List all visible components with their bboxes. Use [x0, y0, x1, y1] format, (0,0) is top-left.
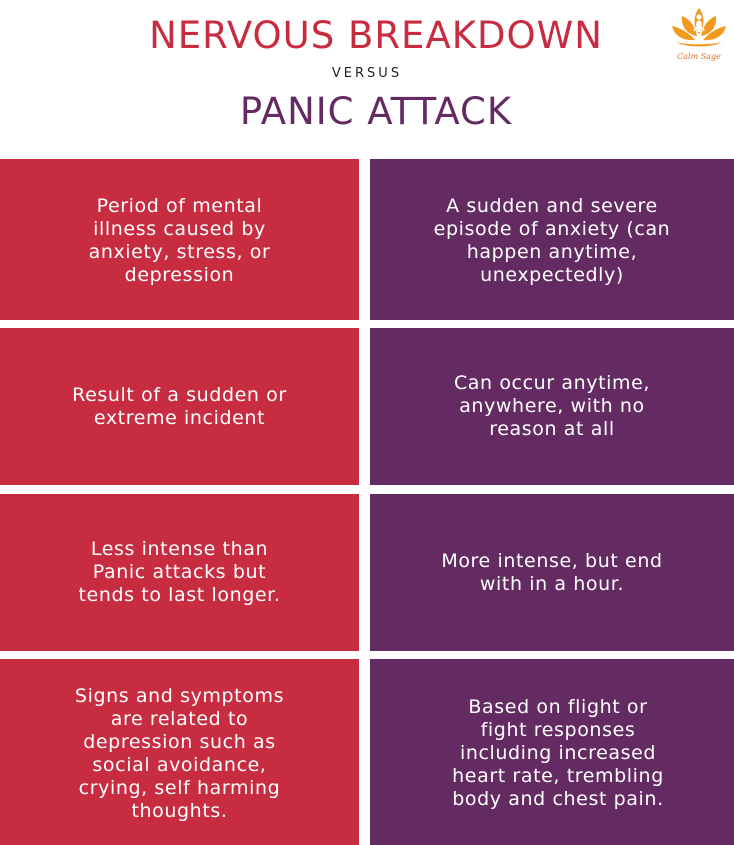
cell-text-line: Period of mental: [96, 194, 263, 217]
cell-text-line: crying, self harming: [78, 777, 281, 799]
cell-text-line: unexpectedly): [480, 263, 624, 286]
title-nervous-breakdown: NERVOUS BREAKDOWN: [149, 14, 603, 57]
cell-text-line: social avoidance,: [92, 754, 267, 776]
cell-text-line: depression such as: [83, 731, 276, 753]
cell-text-line: illness caused by: [93, 217, 266, 240]
title-panic-attack: PANIC ATTACK: [239, 90, 513, 133]
cell-text-line: thoughts.: [131, 800, 228, 822]
cell-text-line: anywhere, with no: [459, 395, 645, 417]
panic-attack-cell-4: [370, 659, 734, 845]
cell-text-line: including increased: [459, 741, 657, 764]
cell-text-line: extreme incident: [93, 406, 266, 429]
lotus-meditation-icon: [666, 4, 732, 54]
calm-sage-logo: [666, 4, 732, 66]
cell-text-line: happen anytime,: [466, 240, 638, 263]
cell-text-line: Panic attacks but: [92, 561, 267, 583]
cell-text-line: depression: [124, 263, 235, 286]
versus-label: VERSUS: [331, 66, 403, 81]
cell-text-line: episode of anxiety (can: [433, 217, 671, 240]
cell-text-line: Signs and symptoms: [74, 685, 285, 707]
logo-text: Calm Sage: [677, 52, 721, 61]
panic-attack-cell-2: [370, 328, 734, 485]
panic-attack-cell-1: [370, 159, 734, 320]
cell-text-line: body and chest pain.: [452, 787, 664, 810]
cell-text-line: A sudden and severe: [446, 194, 658, 217]
nervous-breakdown-cell-3: [0, 494, 359, 651]
cell-text-line: fight responses: [480, 718, 636, 741]
cell-text-line: Can occur anytime,: [453, 372, 651, 394]
cell-text-line: anxiety, stress, or: [88, 240, 271, 263]
header: [0, 0, 734, 158]
nervous-breakdown-cell-1: [0, 159, 359, 320]
cell-text-line: Less intense than: [90, 538, 269, 560]
cell-text-line: with in a hour.: [479, 572, 625, 595]
cell-text-line: heart rate, trembling: [452, 764, 664, 787]
cell-text-line: reason at all: [489, 418, 615, 440]
cell-text-line: tends to last longer.: [78, 584, 281, 606]
cell-text-line: More intense, but end: [441, 549, 663, 572]
panic-attack-cell-3: [370, 494, 734, 651]
cell-text-line: Based on flight or: [468, 695, 648, 718]
nervous-breakdown-cell-2: [0, 328, 359, 485]
nervous-breakdown-cell-4: [0, 659, 359, 845]
cell-text-line: Result of a sudden or: [72, 383, 287, 406]
cell-text-line: are related to: [110, 708, 249, 730]
